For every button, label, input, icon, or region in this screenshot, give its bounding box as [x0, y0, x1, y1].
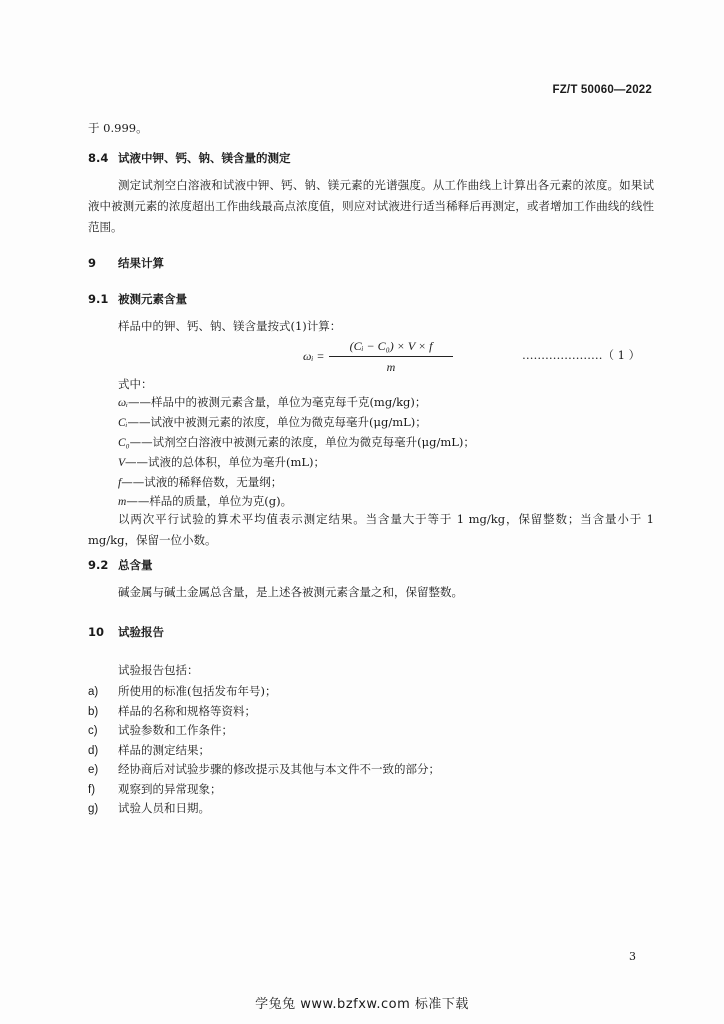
list-item: [88, 761, 440, 777]
variable-symbol: ωᵢ: [118, 397, 128, 409]
variable-description: ——试液的稀释倍数，无量纲；: [121, 475, 283, 489]
list-label: c): [88, 725, 98, 737]
list-item: [88, 683, 276, 699]
fraction-bar: [329, 356, 453, 357]
variable-description: ——试液的总体积，单位为毫升(mL)；: [125, 455, 326, 469]
section-title: 被测元素含量: [118, 292, 187, 306]
section-10-heading: [88, 624, 164, 640]
variable-description: ——试剂空白溶液中被测元素的浓度，单位为微克每毫升(μg/mL)；: [129, 435, 475, 449]
section-9-2-paragraph: 碱金属与碱土金属总含量，是上述各被测元素含量之和，保留整数。: [118, 585, 463, 599]
list-item: [88, 800, 210, 816]
list-label: g): [88, 803, 99, 815]
section-title: 结果计算: [118, 256, 164, 270]
list-item: [88, 742, 210, 758]
list-label: f): [88, 784, 96, 796]
variable-symbol: V: [118, 457, 126, 469]
list-item: [88, 781, 222, 797]
variable-description: ——样品中的被测元素含量，单位为毫克每千克(mg/kg)；: [127, 395, 427, 409]
variable-description: ——试液中被测元素的浓度，单位为微克每毫升(μg/mL)；: [127, 415, 427, 429]
report-intro: 试验报告包括：: [118, 663, 199, 677]
list-text: 经协商后对试验步骤的修改提示及其他与本文件不一致的部分；: [118, 762, 440, 776]
section-number: 9: [88, 256, 97, 270]
variable-row: [118, 453, 325, 472]
formula-lhs: ωᵢ =: [303, 349, 325, 363]
variable-row: [118, 413, 427, 432]
list-label: a): [88, 686, 99, 698]
variable-symbol: f: [118, 477, 122, 489]
variable-symbol: Cᵢ: [118, 417, 128, 429]
list-label: d): [88, 745, 99, 757]
list-text: 样品的测定结果；: [118, 743, 210, 757]
continuation-text: 于 0.999。: [88, 121, 148, 135]
list-item: [88, 722, 233, 738]
section-number: 8.4: [88, 151, 109, 165]
list-text: 观察到的异常现象；: [118, 782, 222, 796]
list-label: b): [88, 706, 99, 718]
where-label: 式中：: [118, 377, 153, 391]
section-number: 10: [88, 625, 105, 639]
result-paragraph: 以两次平行试验的算术平均值表示测定结果。当含量大于等于 1 mg/kg，保留整数；当含量小于 1 mg/kg，保留一位小数。: [88, 512, 654, 547]
list-item: [88, 703, 256, 719]
formula-intro: 样品中的钾、钙、钠、镁含量按式(1)计算：: [118, 319, 342, 333]
standard-code: FZ/T 50060—2022: [552, 84, 652, 96]
variable-row: [118, 433, 475, 452]
section-number: 9.1: [88, 292, 109, 306]
section-8-4-heading: [88, 150, 291, 166]
list-text: 试验参数和工作条件；: [118, 723, 233, 737]
formula-denominator: m: [386, 360, 396, 374]
formula-1: [303, 339, 463, 375]
list-label: e): [88, 764, 99, 776]
variable-row: [118, 473, 282, 492]
section-title: 试液中钾、钙、钠、镁含量的测定: [118, 151, 291, 165]
section-number: 9.2: [88, 558, 109, 572]
section-8-4-paragraph: 测定试剂空白溶液和试液中钾、钙、钠、镁元素的光谱强度。从工作曲线上计算出各元素的浓度。如果试液中被测元素的浓度超出工作曲线最高点浓度值，则应对试液进行适当稀释后再测定，或者增加工作曲线的线性范围。: [88, 178, 654, 234]
section-9-2-heading: [88, 557, 153, 573]
section-9-1-heading: [88, 291, 187, 307]
variable-symbol: C₀: [118, 437, 130, 449]
section-title: 总含量: [118, 558, 153, 572]
list-text: 所使用的标准(包括发布年号)；: [118, 684, 277, 698]
variable-row: [118, 393, 426, 412]
variable-symbol: m: [118, 496, 127, 508]
section-9-heading: [88, 255, 164, 271]
equation-number: …………………（ 1 ）: [522, 348, 641, 362]
formula-numerator: (Cᵢ − C₀) × V × f: [349, 339, 433, 353]
list-text: 试验人员和日期。: [118, 801, 210, 815]
variable-description: ——样品的质量，单位为克(g)。: [126, 494, 293, 508]
section-title: 试验报告: [118, 625, 164, 639]
footer-watermark: 学兔兔 www.bzfxw.com 标准下载: [255, 997, 469, 1012]
page-number: 3: [629, 950, 636, 963]
list-text: 样品的名称和规格等资料；: [118, 704, 256, 718]
